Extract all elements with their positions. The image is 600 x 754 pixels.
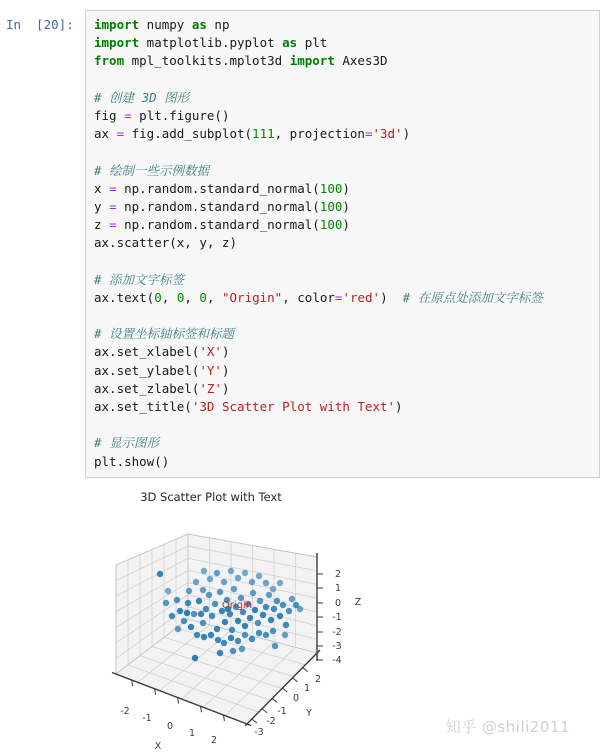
scatter-point xyxy=(215,637,221,643)
scatter-point xyxy=(165,588,171,594)
x-tick-label: 0 xyxy=(166,721,174,732)
scatter-point xyxy=(203,606,209,612)
z-tick-label: 2 xyxy=(334,569,342,580)
scatter-point xyxy=(228,568,234,574)
scatter-point xyxy=(208,632,214,638)
scatter-point xyxy=(186,588,192,594)
scatter-point xyxy=(185,600,191,606)
scatter-point xyxy=(157,571,163,577)
scatter-point xyxy=(277,580,283,586)
code-editor[interactable] xyxy=(86,11,599,471)
scatter-point xyxy=(188,624,194,630)
x-tick-label: 2 xyxy=(210,735,218,746)
z-tick-label: 1 xyxy=(334,583,342,594)
scatter-point xyxy=(283,622,289,628)
y-axis-label: Y xyxy=(306,708,312,719)
scatter-point xyxy=(217,650,223,656)
z-tick-label: -4 xyxy=(332,655,342,666)
code-line: y = np.random.standard_normal(100) xyxy=(94,198,350,214)
scatter-point xyxy=(274,598,280,604)
scatter-point xyxy=(242,570,248,576)
plot-title: 3D Scatter Plot with Text xyxy=(140,490,282,504)
y-tick-label: -2 xyxy=(266,716,276,727)
scatter-point xyxy=(297,606,303,612)
z-tick-label: 0 xyxy=(334,598,342,609)
scatter-point xyxy=(270,586,276,592)
scatter-point xyxy=(177,608,183,614)
code-line: ax.text(0, 0, 0, "Origin", color='red') # 在原点处添加文字标签 xyxy=(94,289,543,305)
code-line: ax.set_xlabel('X') xyxy=(94,344,230,360)
code-line: # 添加文字标签 xyxy=(94,271,185,287)
code-line: ax = fig.add_subplot(111, projection='3d') xyxy=(94,126,411,142)
plot-figure xyxy=(70,483,410,754)
y-tick-label: 2 xyxy=(314,674,322,685)
scatter-point xyxy=(169,613,175,619)
scatter-point xyxy=(209,613,215,619)
scatter-point xyxy=(282,632,288,638)
scatter-point xyxy=(163,600,169,606)
scatter-point xyxy=(256,630,262,636)
scatter-point xyxy=(212,601,218,607)
scatter-point xyxy=(260,612,266,618)
code-line: ax.set_title('3D Scatter Plot with Text') xyxy=(94,398,403,414)
scatter-point xyxy=(191,611,197,617)
z-tick-label: -3 xyxy=(332,641,342,652)
scatter-point xyxy=(201,634,207,640)
code-line: z = np.random.standard_normal(100) xyxy=(94,217,350,233)
code-line xyxy=(94,252,599,270)
code-line: # 显示图形 xyxy=(94,435,160,451)
scatter-point xyxy=(181,618,187,624)
code-line: from mpl_toolkits.mplot3d import Axes3D xyxy=(94,53,388,69)
scatter-point xyxy=(263,632,269,638)
scatter-point xyxy=(239,646,245,652)
y-tick-label: -3 xyxy=(254,727,264,738)
scatter-point xyxy=(249,579,255,585)
code-line: # 创建 3D 图形 xyxy=(94,89,190,105)
scatter-point xyxy=(266,592,272,598)
scatter-point xyxy=(229,627,235,633)
scatter-point xyxy=(286,608,292,614)
scatter-point xyxy=(175,626,181,632)
x-axis-label: X xyxy=(154,741,162,752)
scatter-point xyxy=(270,628,276,634)
scatter-point xyxy=(263,580,269,586)
scatter-point xyxy=(221,640,227,646)
scatter-point xyxy=(231,586,237,592)
code-line: # 绘制一些示例数据 xyxy=(94,162,210,178)
scatter-point xyxy=(263,604,269,610)
scatter-point xyxy=(247,615,253,621)
code-line: import numpy as np xyxy=(94,17,230,32)
y-tick-label: 1 xyxy=(303,683,311,694)
z-tick-label: -1 xyxy=(332,612,342,623)
scatter-point xyxy=(201,568,207,574)
code-line: x = np.random.standard_normal(100) xyxy=(94,180,350,196)
scatter-point xyxy=(255,620,261,626)
scatter-point xyxy=(206,592,212,598)
scatter-point xyxy=(228,635,234,641)
scatter-point xyxy=(222,619,228,625)
scatter-point xyxy=(268,617,274,623)
z-tick-label: -2 xyxy=(332,627,342,638)
scatter-point xyxy=(196,598,202,604)
code-line: import matplotlib.pyplot as plt xyxy=(94,35,328,51)
scatter-point xyxy=(221,579,227,585)
code-line xyxy=(94,71,599,89)
scatter-point xyxy=(184,610,190,616)
scatter-point xyxy=(235,575,241,581)
scatter-point xyxy=(272,643,278,649)
scatter-point xyxy=(200,620,206,626)
scatter-point xyxy=(256,573,262,579)
code-line: ax.set_zlabel('Z') xyxy=(94,380,230,396)
scatter-point xyxy=(289,596,295,602)
scatter-point xyxy=(280,602,286,608)
scatter-point xyxy=(193,579,199,585)
scatter-point xyxy=(200,587,206,593)
code-line: plt.show() xyxy=(94,453,170,469)
scatter-point xyxy=(242,623,248,629)
scatter-point xyxy=(214,570,220,576)
notebook-cell xyxy=(85,10,600,478)
code-line xyxy=(94,416,599,434)
code-line: ax.set_ylabel('Y') xyxy=(94,362,230,378)
z-axis-label: Z xyxy=(354,597,362,608)
x-tick-label: -2 xyxy=(120,706,130,717)
scatter-point xyxy=(214,626,220,632)
scatter-point xyxy=(257,598,263,604)
code-line: # 设置坐标轴标签和标题 xyxy=(94,326,235,342)
code-line xyxy=(94,307,599,325)
watermark: 知乎 @shili2011 xyxy=(445,718,570,736)
y-tick-label: 0 xyxy=(292,693,300,704)
x-tick-label: 1 xyxy=(188,728,196,739)
scatter-point xyxy=(192,655,198,661)
scatter-point xyxy=(207,576,213,582)
y-tick-label: -1 xyxy=(277,706,287,717)
scatter-point xyxy=(230,648,236,654)
scatter-point xyxy=(235,638,241,644)
scatter-point xyxy=(271,606,277,612)
x-tick-label: -1 xyxy=(142,713,152,724)
code-line xyxy=(94,143,599,161)
scatter-point xyxy=(217,589,223,595)
scatter-point xyxy=(174,597,180,603)
scatter-point xyxy=(242,632,248,638)
scatter-point xyxy=(235,618,241,624)
scatter-point xyxy=(198,611,204,617)
scatter-point xyxy=(250,590,256,596)
scatter-point xyxy=(277,613,283,619)
input-prompt: In [20]: xyxy=(6,17,74,32)
code-line: fig = plt.figure() xyxy=(94,107,230,123)
origin-label: Origin xyxy=(221,600,253,611)
scatter-point xyxy=(194,632,200,638)
scatter-point xyxy=(252,607,258,613)
code-line: ax.scatter(x, y, z) xyxy=(94,235,237,251)
scatter-point xyxy=(249,636,255,642)
